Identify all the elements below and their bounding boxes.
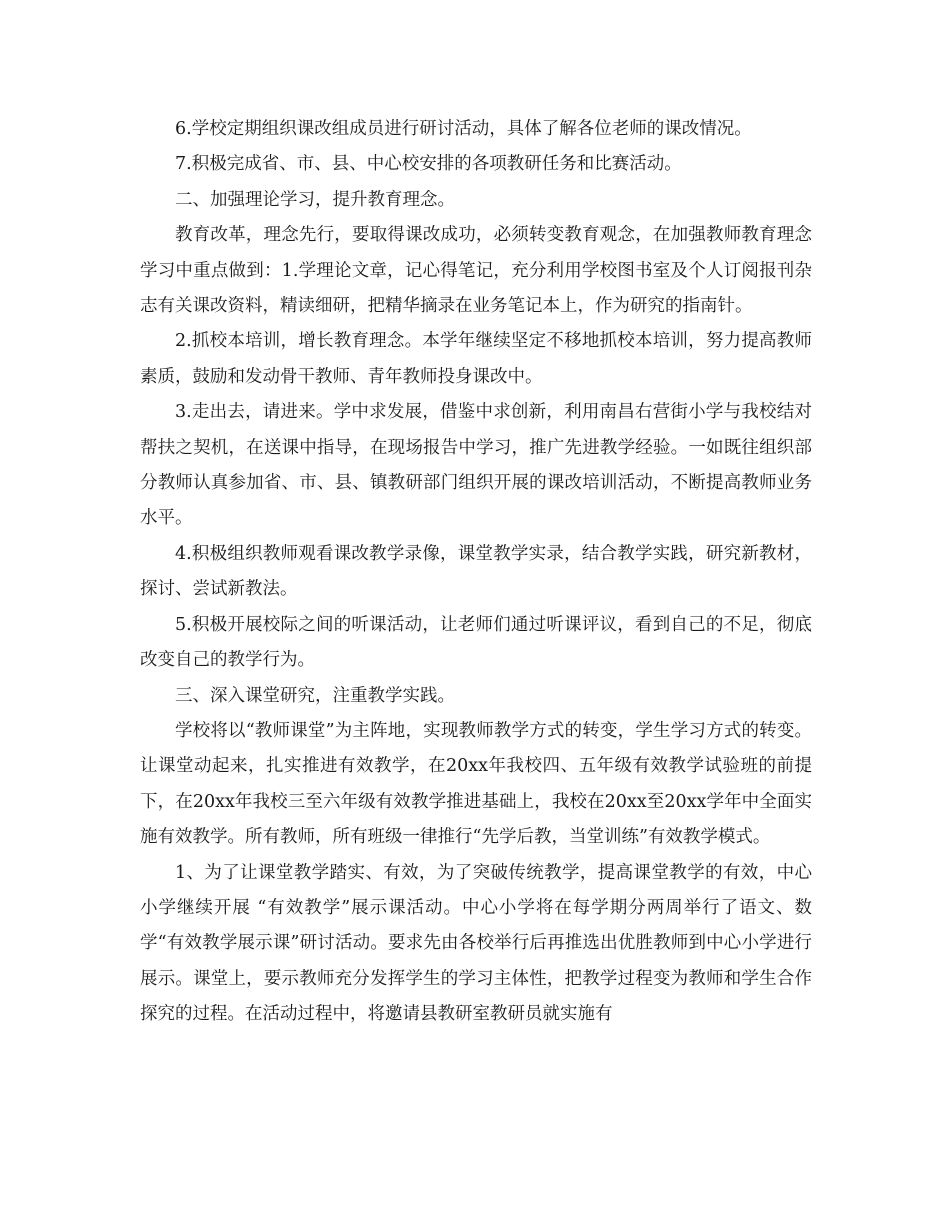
paragraph-theory-intro: 教育改革，理念先行，要取得课改成功，必须转变教育观念，在加强教师教育理念学习中重点做到：1.学理论文章，记心得笔记，充分利用学校图书室及个人订阅报刊杂志有关课改资料，精读细研，把精华摘录在业务笔记本上，作为研究的指南针。: [140, 225, 812, 317]
section-heading-2: 二、加强理论学习，提升教育理念。: [175, 189, 455, 210]
paragraph-point-3: 3.走出去，请进来。学中求发展，借鉴中求创新，利用南昌右营街小学与我校结对帮扶之契机，在送课中指导，在现场报告中学习，推广先进教学经验。一如既往组织部分教师认真参加省、市、县、镇教研部门组织开展的课改培训活动，不断提高教师业务水平。: [140, 402, 812, 529]
paragraph-classroom-intro: 学校将以“教师课堂”为主阵地，实现教师教学方式的转变，学生学习方式的转变。让课堂动起来，扎实推进有效教学，在20xx年我校四、五年级有效教学试验班的前提下，在20xx年我校三至六年级有效教学推进基础上，我校在20xx至20xx学年中全面实施有效教学。所有教师，所有班级一律推行“先学后教，当堂训练”有效教学模式。: [140, 720, 812, 848]
paragraph-classroom-point-1: 1、为了让课堂教学踏实、有效，为了突破传统教学，提高课堂教学的有效，中心小学继续开展 “有效教学”展示课活动。中心小学将在每学期分两周举行了语文、数学“有效教学展示课”研讨活动。要求先由各校举行后再推选出优胜教师到中心小学进行展示。课堂上，要示教师充分发挥学生的学习主体性，把教学过程变为教师和学生合作探究的过程。在活动过程中，将邀请县教研室教研员就实施有: [140, 862, 812, 1025]
document-body: [140, 112, 812, 1033]
paragraph-point-5: 5.积极开展校际之间的听课活动，让老师们通过听课评议，看到自己的不足，彻底改变自己的教学行为。: [140, 614, 812, 671]
paragraph-point-2: 2.抓校本培训，增长教育理念。本学年继续坚定不移地抓校本培训，努力提高教师素质，鼓励和发动骨干教师、青年教师投身课改中。: [140, 331, 812, 387]
paragraph-item-6: 6.学校定期组织课改组成员进行研讨活动，具体了解各位老师的课改情况。: [175, 119, 752, 139]
paragraph-point-4: 4.积极组织教师观看课改教学录像，课堂教学实录，结合教学实践，研究新教材，探讨、尝试新教法。: [140, 543, 812, 600]
section-heading-3: 三、深入课堂研究，注重教学实践。: [175, 685, 455, 706]
paragraph-item-7: 7.积极完成省、市、县、中心校安排的各项教研任务和比赛活动。: [175, 154, 682, 175]
